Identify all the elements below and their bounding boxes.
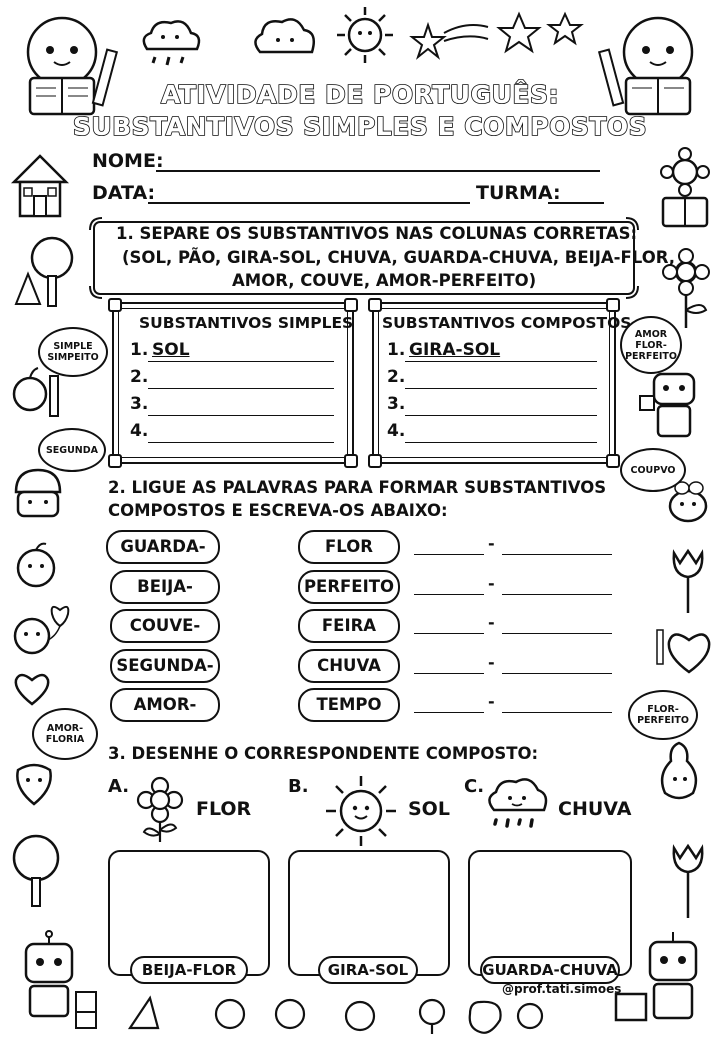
simple-row-number: 2. [130, 367, 149, 387]
robot-left-icon [12, 930, 102, 1030]
compound-answer-line-first[interactable] [414, 633, 484, 634]
tree-left-icon [8, 232, 78, 312]
question-1-line-1: 1. SEPARE OS SUBSTANTIVOS NAS COLUNAS CORRETAS: [116, 224, 638, 243]
author-credit: @prof.tati.simoes [502, 982, 622, 996]
compound-answer-line-first[interactable] [414, 712, 484, 713]
compound-answer-line[interactable] [405, 361, 597, 362]
apple-left-1-icon [12, 540, 62, 590]
hyphen-separator: - [488, 573, 495, 593]
pear-right-icon [655, 735, 705, 805]
question-2-line-2: COMPOSTOS E ESCREVA-OS ABAIXO: [108, 501, 448, 520]
page-title-line-2: SUBSTANTIVOS SIMPLES E COMPOSTOS [72, 112, 648, 141]
compound-answer-line-second[interactable] [502, 594, 612, 595]
question-1-line-2: (SOL, PÃO, GIRA-SOL, CHUVA, GUARDA-CHUVA, BEIJA-FLOR, [122, 248, 676, 267]
class-field[interactable] [548, 202, 604, 204]
compound-answer-line-first[interactable] [414, 554, 484, 555]
simple-row-number: 4. [130, 421, 149, 441]
compound-answer-line-second[interactable] [502, 554, 612, 555]
compound-answer-line-second[interactable] [502, 712, 612, 713]
flower-icon [134, 778, 186, 844]
drawing-box-b-label: GIRA-SOL [318, 956, 418, 984]
drawing-box-a-label: BEIJA-FLOR [130, 956, 248, 984]
star-top-icon [495, 10, 585, 55]
robot-right-icon [640, 366, 706, 442]
simple-answer-line[interactable] [148, 361, 334, 362]
word-pill-right[interactable]: TEMPO [298, 688, 400, 722]
sun-icon [324, 774, 398, 848]
word-pill-right[interactable]: PERFEITO [298, 570, 400, 604]
simple-answer-line[interactable] [148, 415, 334, 416]
simple-answer-line[interactable] [148, 388, 334, 389]
house-icon [8, 148, 72, 220]
speech-bubble-amor-flor-perfeito: AMOR FLOR-PERFEITO [620, 316, 682, 374]
name-field[interactable] [156, 170, 600, 172]
word-pill-right[interactable]: FLOR [298, 530, 400, 564]
compound-answer-line[interactable] [405, 388, 597, 389]
item-c-word: CHUVA [558, 798, 632, 820]
speech-bubble-coupvo: COUPVO [620, 448, 686, 492]
compound-answer-line-second[interactable] [502, 673, 612, 674]
compound-row-number: 1. [387, 340, 406, 360]
cupcake-icon [8, 462, 68, 522]
compound-row-number: 3. [387, 394, 406, 414]
speech-bubble-segunda: SEGUNDA [38, 428, 106, 472]
item-b-letter: B. [288, 776, 309, 797]
compound-answer-line[interactable] [405, 442, 597, 443]
word-pill-right[interactable]: CHUVA [298, 649, 400, 683]
word-pill-left[interactable]: SEGUNDA- [110, 649, 220, 683]
hyphen-separator: - [488, 613, 495, 632]
question-1-line-3: AMOR, COUVE, AMOR-PERFEITO) [232, 271, 537, 290]
simple-row-number: 1. [130, 340, 149, 360]
hyphen-separator: - [488, 534, 495, 553]
cloud-top-icon [250, 12, 320, 62]
tree-left-2-icon [8, 830, 64, 910]
simple-answer-value: SOL [152, 340, 190, 360]
page-title-line-1: ATIVIDADE DE PORTUGUÊS: [160, 80, 560, 109]
speech-bubble-amor-floria: AMOR-FLORIA [32, 708, 98, 760]
date-label: DATA: [92, 182, 156, 204]
hyphen-separator: - [488, 652, 495, 672]
drawing-box-c-label: GUARDA-CHUVA [480, 956, 620, 984]
simple-row-number: 3. [130, 394, 149, 414]
compound-row-number: 2. [387, 367, 406, 387]
tulip-right-2-icon [664, 840, 714, 920]
compound-answer-line-second[interactable] [502, 633, 612, 634]
speech-bubble-simple-simpeito: SIMPLE SIMPEITO [38, 327, 108, 377]
shooting-star-icon [410, 15, 490, 70]
bottom-fruits-row-icon [120, 988, 540, 1036]
tulip-right-icon [664, 545, 712, 615]
word-pill-left[interactable]: COUVE- [110, 609, 220, 643]
heart-right-icon [655, 622, 715, 678]
item-a-letter: A. [108, 776, 130, 797]
compound-row-number: 4. [387, 421, 406, 441]
strawberry-left-icon [10, 752, 60, 808]
hyphen-separator: - [488, 692, 495, 711]
rain-cloud-top-icon [135, 15, 205, 75]
question-3-heading: 3. DESENHE O CORRESPONDENTE COMPOSTO: [108, 744, 539, 763]
word-pill-right[interactable]: FEIRA [298, 609, 400, 643]
rain-cloud-icon [482, 774, 552, 836]
question-2-line-1: 2. LIGUE AS PALAVRAS PARA FORMAR SUBSTANTIVOS [108, 478, 607, 497]
compound-nouns-heading: SUBSTANTIVOS COMPOSTOS [382, 314, 632, 332]
class-label: TURMA: [476, 182, 561, 204]
compound-answer-value: GIRA-SOL [409, 340, 501, 360]
name-label: NOME: [92, 150, 164, 172]
apple-balloon-icon [10, 600, 74, 660]
simple-answer-line[interactable] [148, 442, 334, 443]
sun-top-icon [335, 5, 395, 65]
word-pill-left[interactable]: BEIJA- [110, 570, 220, 604]
simple-nouns-heading: SUBSTANTIVOS SIMPLES [139, 314, 354, 332]
item-b-word: SOL [408, 798, 450, 820]
compound-answer-line-first[interactable] [414, 673, 484, 674]
heart-left-icon [12, 670, 52, 706]
speech-bubble-flor-perfeito: FLOR-PERFEITO [628, 690, 698, 740]
compound-answer-line[interactable] [405, 415, 597, 416]
date-field[interactable] [148, 202, 470, 204]
reading-sunflower-icon [655, 148, 715, 233]
item-a-word: FLOR [196, 798, 252, 820]
word-pill-left[interactable]: AMOR- [110, 688, 220, 722]
word-pill-left[interactable]: GUARDA- [106, 530, 220, 564]
item-c-letter: C. [464, 776, 485, 797]
compound-answer-line-first[interactable] [414, 594, 484, 595]
